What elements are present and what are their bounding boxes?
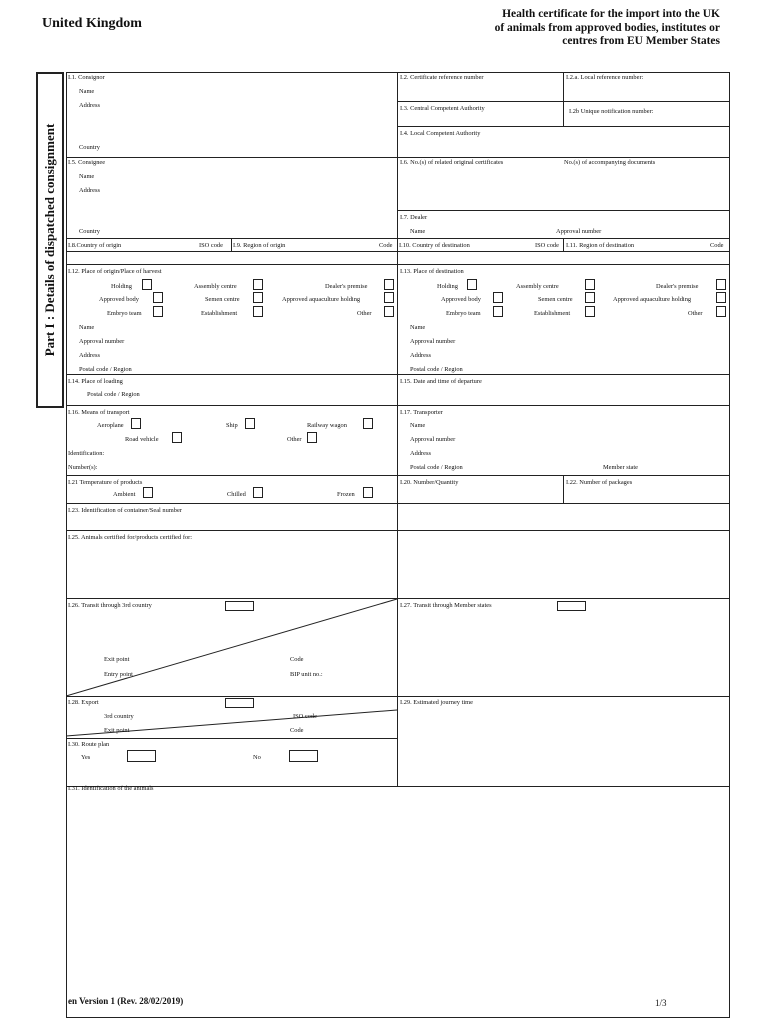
country-title: United Kingdom <box>42 16 142 31</box>
country-origin-label: I.8.Country of origin <box>68 242 122 249</box>
transporter-approval-label: Approval number <box>410 436 456 443</box>
country-dest-label: I.10. Country of destination <box>399 242 470 249</box>
consignor-address-label: Address <box>79 102 100 109</box>
dest-approved-body-checkbox[interactable] <box>493 292 503 303</box>
origin-postal-label: Postal code / Region <box>79 366 132 373</box>
ship-checkbox[interactable] <box>245 418 255 429</box>
exit-point-label: Exit point <box>104 656 130 663</box>
origin-address-label: Address <box>79 352 100 359</box>
transport-other-label: Other <box>287 436 302 443</box>
dest-code-label: Code <box>710 242 724 249</box>
place-loading-label: I.14. Place of loading <box>68 378 123 385</box>
lca-label: I.4. Local Competent Authority <box>400 130 481 137</box>
chilled-checkbox[interactable] <box>253 487 263 498</box>
railway-checkbox[interactable] <box>363 418 373 429</box>
transit-ms-label: I.27. Transit through Member states <box>400 602 492 609</box>
export-checkbox[interactable] <box>225 698 254 708</box>
part-label: Part I : Details of dispatched consignment <box>42 123 57 357</box>
dest-holding-label: Holding <box>437 283 458 290</box>
journey-time-label: I.29. Estimated journey time <box>400 699 473 706</box>
packages-label: I.22. Number of packages <box>566 479 633 486</box>
identification-animals-label: I.31. Identification of the animals <box>68 785 154 792</box>
means-transport-label: I.16. Means of transport <box>68 409 130 416</box>
version-footer: en Version 1 (Rev. 28/02/2019) <box>68 996 184 1006</box>
consignee-name-label: Name <box>79 173 95 180</box>
member-state-label: Member state <box>603 464 638 471</box>
export-exit-label: Exit point <box>104 727 130 734</box>
dest-approval-label: Approval number <box>410 338 456 345</box>
dealer-label: I.7. Dealer <box>400 214 428 221</box>
consignee-address-label: Address <box>79 187 100 194</box>
animals-certified-label: I.25. Animals certified for/products certified for: <box>68 534 193 541</box>
entry-point-label: Entry point <box>104 671 133 678</box>
title-line: of animals from approved bodies, institutes or <box>494 21 720 34</box>
rule <box>397 210 730 211</box>
origin-semen-checkbox[interactable] <box>253 292 263 303</box>
container-label: I.23. Identification of container/Seal number <box>68 507 182 514</box>
route-no-checkbox[interactable] <box>289 750 318 762</box>
dest-other-label: Other <box>688 310 703 317</box>
dest-approved-body-label: Approved body <box>441 296 481 303</box>
page-number: 1/3 <box>655 998 667 1008</box>
rule <box>563 238 564 251</box>
place-dest-label: I.13. Place of destination <box>400 268 464 275</box>
dest-aquaculture-checkbox[interactable] <box>716 292 726 303</box>
rule <box>66 264 730 265</box>
dest-embryo-label: Embryo team <box>446 310 481 317</box>
loading-postal-label: Postal code / Region <box>87 391 140 398</box>
transporter-name-label: Name <box>410 422 426 429</box>
consignor-label: I.1. Consignor <box>68 74 105 81</box>
origin-iso-label: ISO code <box>199 242 223 249</box>
region-origin-label: I.9. Region of origin <box>233 242 286 249</box>
origin-aquaculture-label: Approved aquaculture holding <box>282 296 361 303</box>
rule <box>66 157 730 158</box>
related-certs-label: I.6. No.(s) of related original certificates <box>400 159 504 166</box>
dest-iso-label: ISO code <box>535 242 559 249</box>
origin-approved-body-checkbox[interactable] <box>153 292 163 303</box>
origin-aquaculture-checkbox[interactable] <box>384 292 394 303</box>
transit-code-label: Code <box>290 656 304 663</box>
dest-assembly-checkbox[interactable] <box>585 279 595 290</box>
origin-holding-label: Holding <box>111 283 132 290</box>
chilled-label: Chilled <box>227 491 246 498</box>
export-code-label: Code <box>290 727 304 734</box>
form-frame <box>66 72 730 1018</box>
origin-establishment-checkbox[interactable] <box>253 306 263 317</box>
origin-other-checkbox[interactable] <box>384 306 394 317</box>
rule <box>66 475 730 476</box>
dealer-approval-label: Approval number <box>556 228 602 235</box>
dest-semen-checkbox[interactable] <box>585 292 595 303</box>
rule <box>66 251 730 252</box>
export-label: I.28. Export <box>68 699 99 706</box>
origin-establishment-label: Establishment <box>201 310 238 317</box>
origin-dealer-checkbox[interactable] <box>384 279 394 290</box>
unique-notif-label: I.2b Unique notification number: <box>569 108 654 115</box>
rule <box>66 374 730 375</box>
aeroplane-label: Aeroplane <box>97 422 124 429</box>
origin-dealer-label: Dealer's premise <box>325 283 368 290</box>
title-line: Health certificate for the import into the UK <box>502 8 720 20</box>
rule <box>563 72 564 126</box>
region-dest-label: I.11. Region of destination <box>566 242 635 249</box>
transporter-label: I.17. Transporter <box>400 409 443 416</box>
transit-ms-checkbox[interactable] <box>557 601 586 611</box>
title-line: centres from EU Member States <box>562 35 720 47</box>
aeroplane-checkbox[interactable] <box>131 418 141 429</box>
rule <box>66 503 730 504</box>
transporter-postal-label: Postal code / Region <box>410 464 463 471</box>
dest-holding-checkbox[interactable] <box>467 279 477 290</box>
numbers-label: Number(s): <box>68 464 98 471</box>
place-origin-label: I.12. Place of origin/Place of harvest <box>68 268 162 275</box>
railway-label: Railway wagon <box>307 422 347 429</box>
origin-embryo-checkbox[interactable] <box>153 306 163 317</box>
origin-semen-label: Semen centre <box>205 296 240 303</box>
dealer-name-label: Name <box>410 228 426 235</box>
cert-ref-label: I.2. Certificate reference number <box>400 74 484 81</box>
third-country-label: 3rd country <box>104 713 134 720</box>
rule <box>563 475 564 503</box>
origin-assembly-checkbox[interactable] <box>253 279 263 290</box>
origin-holding-checkbox[interactable] <box>142 279 152 290</box>
dest-dealer-label: Dealer's premise <box>656 283 699 290</box>
origin-other-label: Other <box>357 310 372 317</box>
dest-aquaculture-label: Approved aquaculture holding <box>613 296 692 303</box>
dest-postal-label: Postal code / Region <box>410 366 463 373</box>
dest-name-label: Name <box>410 324 426 331</box>
cca-label: I.3. Central Competent Authority <box>400 105 485 112</box>
certificate-title <box>495 8 720 49</box>
transit-3rd-label: I.26. Transit through 3rd country <box>68 602 152 609</box>
frozen-checkbox[interactable] <box>363 487 373 498</box>
frozen-label: Frozen <box>337 491 355 498</box>
dest-assembly-label: Assembly centre <box>516 283 559 290</box>
ambient-label: Ambient <box>113 491 136 498</box>
road-vehicle-label: Road vehicle <box>125 436 159 443</box>
dest-dealer-checkbox[interactable] <box>716 279 726 290</box>
consignor-country-label: Country <box>79 144 100 151</box>
dest-address-label: Address <box>410 352 431 359</box>
origin-embryo-label: Embryo team <box>107 310 142 317</box>
ambient-checkbox[interactable] <box>143 487 153 498</box>
consignee-country-label: Country <box>79 228 100 235</box>
dest-semen-label: Semen centre <box>538 296 573 303</box>
origin-approved-body-label: Approved body <box>99 296 139 303</box>
route-no-label: No <box>253 754 261 761</box>
origin-name-label: Name <box>79 324 95 331</box>
accompanying-docs-label: No.(s) of accompanying documents <box>564 159 656 166</box>
dest-establishment-checkbox[interactable] <box>585 306 595 317</box>
rule <box>397 126 730 127</box>
route-yes-checkbox[interactable] <box>127 750 156 762</box>
rule <box>231 238 232 251</box>
bip-unit-label: BIP unit no.: <box>290 671 323 678</box>
rule <box>66 530 730 531</box>
temperature-label: I.21 Temperature of products <box>68 479 143 486</box>
export-iso-label: ISO code <box>293 713 317 720</box>
transporter-address-label: Address <box>410 450 431 457</box>
ship-label: Ship <box>226 422 238 429</box>
dest-establishment-label: Establishment <box>534 310 571 317</box>
route-plan-label: I.30. Route plan <box>68 741 110 748</box>
rule <box>66 405 730 406</box>
dest-other-checkbox[interactable] <box>716 306 726 317</box>
origin-assembly-label: Assembly centre <box>194 283 237 290</box>
origin-approval-label: Approval number <box>79 338 125 345</box>
origin-code-label: Code <box>379 242 393 249</box>
consignor-name-label: Name <box>79 88 95 95</box>
local-ref-label: I.2.a. Local reference number: <box>566 74 644 81</box>
identification-label: Identification: <box>68 450 105 457</box>
rule <box>66 238 730 239</box>
transport-other-checkbox[interactable] <box>307 432 317 443</box>
road-vehicle-checkbox[interactable] <box>172 432 182 443</box>
rule <box>66 738 398 739</box>
rule <box>66 786 730 787</box>
transit-3rd-checkbox[interactable] <box>225 601 254 611</box>
dest-embryo-checkbox[interactable] <box>493 306 503 317</box>
route-yes-label: Yes <box>81 754 91 761</box>
consignee-label: I.5. Consignee <box>68 159 106 166</box>
quantity-label: I.20. Number/Quantity <box>400 479 459 486</box>
date-departure-label: I.15. Date and time of departure <box>400 378 482 385</box>
